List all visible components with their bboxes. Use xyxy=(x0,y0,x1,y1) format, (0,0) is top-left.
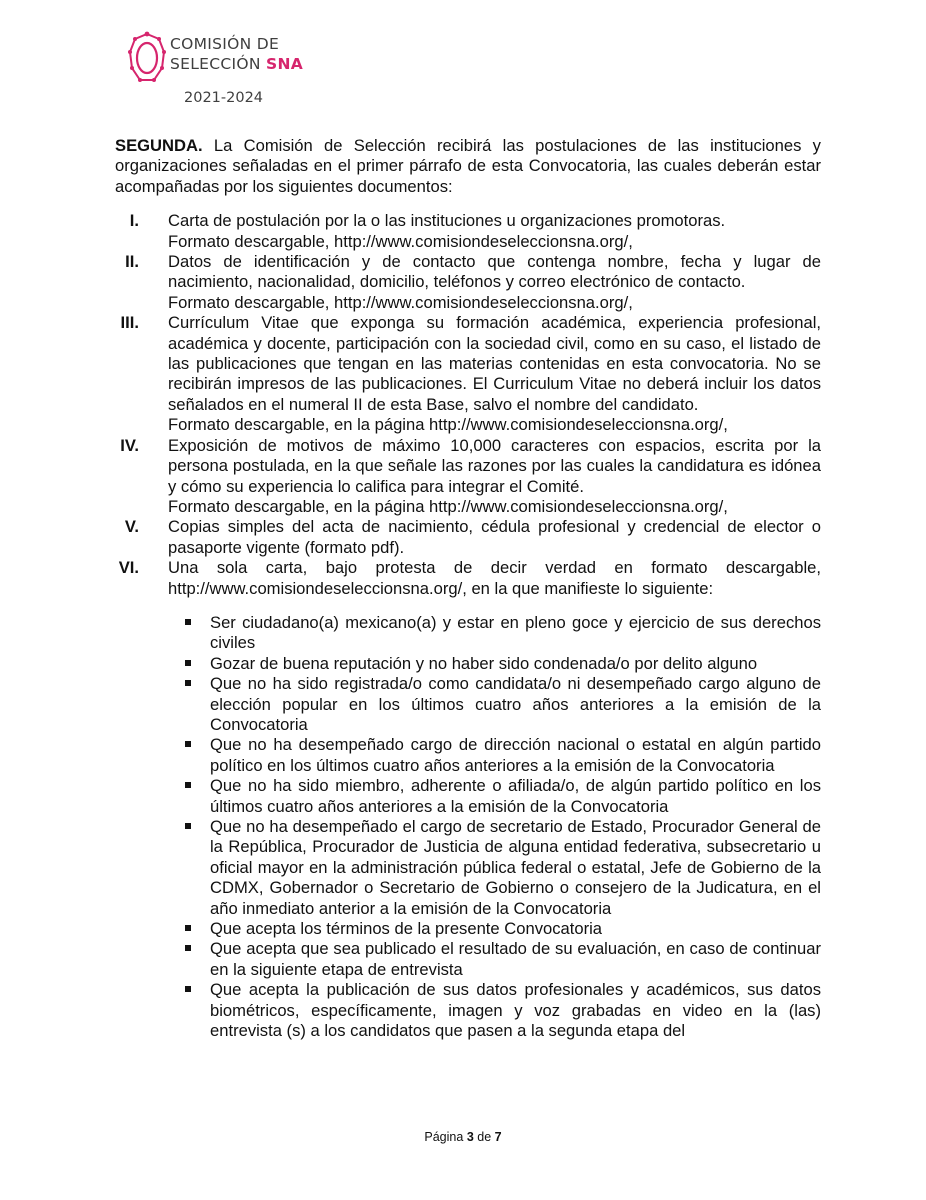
logo-title-line1: COMISIÓN DE xyxy=(170,35,280,53)
requirement-number: I. xyxy=(129,211,139,231)
requirement-item xyxy=(115,211,821,252)
requirement-text: Carta de postulación por la o las instituciones u organizaciones promotoras. xyxy=(168,211,726,231)
logo-ring-icon xyxy=(128,30,166,86)
declaration-item xyxy=(115,919,821,939)
requirement-text: Datos de identificación y de contacto que contenga nombre, fecha y lugar de nacimiento, nacionalidad, domicilio, teléfonos y correo electrónico de contacto. xyxy=(168,252,821,292)
square-bullet-icon xyxy=(185,823,191,829)
requirement-text: Exposición de motivos de máximo 10,000 caracteres con espacios, escrita por la persona postulada, en la que señale las razones por las cuales la candidatura es idónea y cómo su experiencia lo califica para integrar el Comité. xyxy=(168,435,821,496)
intro-paragraph xyxy=(115,136,821,197)
declaration-item xyxy=(115,776,821,817)
square-bullet-icon xyxy=(185,945,191,951)
requirement-number: V. xyxy=(124,517,139,537)
declaration-text: Que no ha sido miembro, adherente o afiliada/o, de algún partido político en los últimos cuatro años anteriores a la emisión de la Convocatoria xyxy=(210,776,821,816)
declaration-text: Gozar de buena reputación y no haber sido condenada/o por delito alguno xyxy=(210,653,758,673)
requirement-item xyxy=(115,252,821,313)
declaration-item xyxy=(115,613,821,654)
declaration-text: Que acepta la publicación de sus datos profesionales y académicos, sus datos biométricos, específicamente, imagen y voz grabadas en video en la (las) entrevista (s) a los candidatos que pasen a la segunda etapa del xyxy=(210,980,821,1041)
declaration-text: Que no ha sido registrada/o como candidata/o ni desempeñado cargo alguno de elección popular en los últimos cuatro años anteriores a la emisión de la Convocatoria xyxy=(210,674,821,734)
requirement-number: IV. xyxy=(120,435,139,455)
declaration-item xyxy=(115,654,821,674)
square-bullet-icon xyxy=(185,660,191,666)
requirement-format-link: Formato descargable, en la página http://www.comisiondeseleccionsna.org/, xyxy=(168,496,728,516)
section-lead: SEGUNDA. xyxy=(115,136,203,155)
requirement-number: II. xyxy=(125,252,139,272)
requirement-text: Copias simples del acta de nacimiento, cédula profesional y credencial de elector o pasaporte vigente (formato pdf). xyxy=(168,517,821,557)
declaration-text: Que no ha desempeñado el cargo de secretario de Estado, Procurador General de la República, Procurador de Justicia de alguna entidad federativa, subsecretario u oficial mayor en la administración pública federal o estatal, Jefe de Gobierno de la CDMX, Gobernador o Secretario de Gobierno o consejero de la Judicatura, en el año inmediato anterior a la emisión de la Convocatoria xyxy=(210,817,821,918)
square-bullet-icon xyxy=(185,619,191,625)
logo-sna: SNA xyxy=(266,55,304,73)
page-label: Página xyxy=(424,1130,464,1144)
square-bullet-icon xyxy=(185,680,191,686)
requirement-item xyxy=(115,558,821,599)
requirements-list xyxy=(115,211,821,599)
page-sep: de xyxy=(477,1130,492,1144)
declaration-text: Que no ha desempeñado cargo de dirección nacional o estatal en algún partido político en los últimos cuatro años anteriores a la emisión de la Convocatoria xyxy=(210,735,821,775)
requirement-item xyxy=(115,517,821,558)
square-bullet-icon xyxy=(185,986,191,992)
requirement-number: VI. xyxy=(118,558,139,578)
square-bullet-icon xyxy=(185,925,191,931)
declaration-item xyxy=(115,817,821,919)
declaration-text: Que acepta los términos de la presente Convocatoria xyxy=(210,919,603,939)
requirement-item xyxy=(115,313,821,435)
requirement-text: Currículum Vitae que exponga su formación académica, experiencia profesional, académica y docente, participación con la sociedad civil, como en su caso, el listado de las publicaciones que tengan en las materias contenidas en esta convocatoria. No se recibirán impresos de las publicaciones. El Curriculum Vitae no deberá incluir los datos señalados en el numeral II de esta Base, salvo el nombre del candidato. xyxy=(168,313,821,414)
requirement-number: III. xyxy=(120,313,139,333)
declaration-item xyxy=(115,735,821,776)
requirement-format-link: Formato descargable, en la página http://www.comisiondeseleccionsna.org/, xyxy=(168,415,728,435)
declaration-text: Ser ciudadano(a) mexicano(a) y estar en pleno goce y ejercicio de sus derechos civiles xyxy=(210,612,821,653)
document-body xyxy=(115,136,821,1041)
declaration-item xyxy=(115,980,821,1041)
requirement-item xyxy=(115,436,821,518)
page-current: 3 xyxy=(466,1130,474,1144)
declarations-list xyxy=(115,613,821,1042)
square-bullet-icon xyxy=(185,782,191,788)
requirement-format-link: Formato descargable, http://www.comisiondeseleccionsna.org/, xyxy=(168,292,633,312)
requirement-text: Una sola carta, bajo protesta de decir verdad en formato descargable, http://www.comisiondeseleccionsna.org/, en la que manifieste lo siguiente: xyxy=(168,558,821,598)
logo-title-line2: SELECCIÓN xyxy=(170,55,261,73)
page-total: 7 xyxy=(494,1130,502,1144)
declaration-text: Que acepta que sea publicado el resultado de su evaluación, en caso de continuar en la siguiente etapa de entrevista xyxy=(210,939,821,979)
declaration-item xyxy=(115,674,821,735)
intro-text: La Comisión de Selección recibirá las postulaciones de las instituciones y organizaciones señaladas en el primer párrafo de esta Convocatoria, las cuales deberán estar acompañadas por los siguientes documentos: xyxy=(115,136,821,196)
declaration-item xyxy=(115,939,821,980)
page-footer xyxy=(0,1130,926,1144)
square-bullet-icon xyxy=(185,741,191,747)
commission-logo xyxy=(128,28,304,108)
logo-years: 2021-2024 xyxy=(184,90,264,106)
requirement-format-link: Formato descargable, http://www.comisiondeseleccionsna.org/, xyxy=(168,231,633,251)
